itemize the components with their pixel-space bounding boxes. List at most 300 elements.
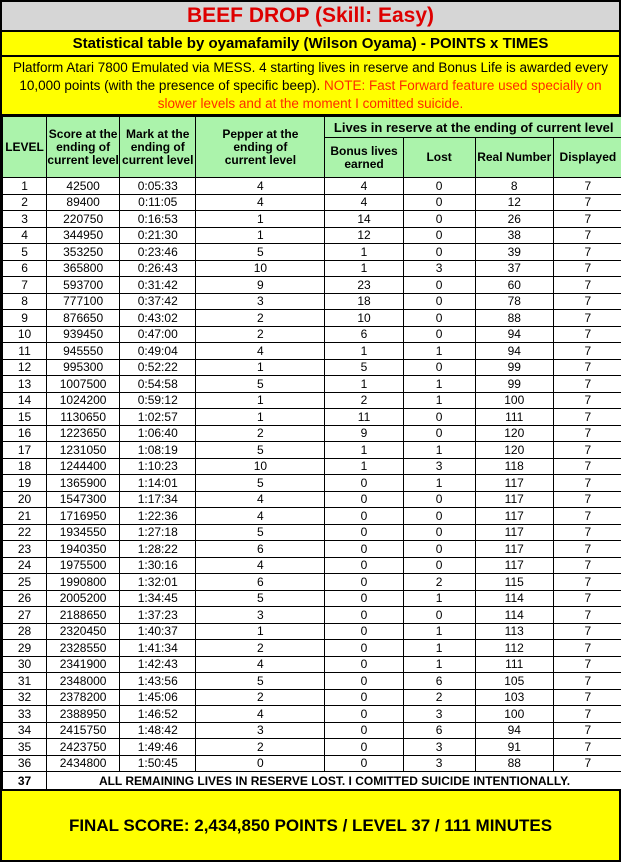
table-row — [3, 557, 621, 574]
cell-mark: 1:46:52 — [120, 706, 196, 723]
cell-level: 7 — [3, 277, 47, 294]
cell-bonus: 0 — [325, 557, 403, 574]
cell-mark: 0:49:04 — [120, 343, 196, 360]
cell-mark: 1:02:57 — [120, 409, 196, 426]
cell-real: 112 — [475, 640, 553, 657]
cell-lost: 2 — [403, 574, 475, 591]
cell-score: 353250 — [47, 244, 120, 261]
cell-displayed: 7 — [553, 607, 621, 624]
cell-bonus: 0 — [325, 722, 403, 739]
cell-mark: 0:16:53 — [120, 211, 196, 228]
cell-lost: 0 — [403, 541, 475, 558]
cell-level: 25 — [3, 574, 47, 591]
cell-mark: 1:37:23 — [120, 607, 196, 624]
cell-real: 39 — [475, 244, 553, 261]
table-foot — [3, 772, 621, 790]
cell-score: 593700 — [47, 277, 120, 294]
cell-pepper: 5 — [196, 524, 325, 541]
cell-mark: 1:45:06 — [120, 689, 196, 706]
cell-pepper: 10 — [196, 458, 325, 475]
cell-level: 9 — [3, 310, 47, 327]
cell-lost: 0 — [403, 491, 475, 508]
cell-bonus: 10 — [325, 310, 403, 327]
table-row — [3, 475, 621, 492]
cell-pepper: 2 — [196, 425, 325, 442]
cell-real: 88 — [475, 755, 553, 772]
cell-real: 117 — [475, 524, 553, 541]
table-row — [3, 277, 621, 294]
cell-level: 27 — [3, 607, 47, 624]
cell-lost: 1 — [403, 343, 475, 360]
table-row — [3, 244, 621, 261]
cell-real: 99 — [475, 359, 553, 376]
cell-mark: 1:08:19 — [120, 442, 196, 459]
header-lost: Lost — [403, 138, 475, 178]
cell-displayed: 7 — [553, 260, 621, 277]
cell-pepper: 1 — [196, 392, 325, 409]
cell-bonus: 1 — [325, 244, 403, 261]
header-displayed: Displayed — [553, 138, 621, 178]
cell-mark: 1:40:37 — [120, 623, 196, 640]
cell-lost: 1 — [403, 590, 475, 607]
cell-bonus: 2 — [325, 392, 403, 409]
cell-mark: 0:52:22 — [120, 359, 196, 376]
cell-level: 24 — [3, 557, 47, 574]
cell-pepper: 1 — [196, 409, 325, 426]
cell-level: 31 — [3, 673, 47, 690]
cell-displayed: 7 — [553, 557, 621, 574]
cell-bonus: 12 — [325, 227, 403, 244]
cell-pepper: 3 — [196, 293, 325, 310]
cell-score: 42500 — [47, 178, 120, 195]
table-row — [3, 640, 621, 657]
cell-score: 1934550 — [47, 524, 120, 541]
cell-real: 120 — [475, 442, 553, 459]
cell-lost: 1 — [403, 475, 475, 492]
cell-real: 111 — [475, 409, 553, 426]
header-level: LEVEL — [3, 117, 47, 178]
cell-displayed: 7 — [553, 244, 621, 261]
cell-lost: 1 — [403, 623, 475, 640]
cell-bonus: 0 — [325, 524, 403, 541]
table-row — [3, 623, 621, 640]
cell-pepper: 1 — [196, 211, 325, 228]
cell-bonus: 0 — [325, 689, 403, 706]
cell-mark: 1:48:42 — [120, 722, 196, 739]
cell-displayed: 7 — [553, 541, 621, 558]
cell-level: 20 — [3, 491, 47, 508]
cell-bonus: 1 — [325, 260, 403, 277]
cell-bonus: 0 — [325, 574, 403, 591]
cell-lost: 3 — [403, 739, 475, 756]
cell-pepper: 4 — [196, 491, 325, 508]
description-text: Platform Atari 7800 Emulated via MESS. 4 starting lives in reserve and Bonus Life is awarded every 10,000 points (with the presence of specific beep). — [12, 60, 609, 93]
cell-bonus: 0 — [325, 623, 403, 640]
cell-mark: 0:23:46 — [120, 244, 196, 261]
cell-level: 14 — [3, 392, 47, 409]
cell-real: 94 — [475, 326, 553, 343]
cell-score: 1716950 — [47, 508, 120, 525]
cell-displayed: 7 — [553, 211, 621, 228]
cell-level: 13 — [3, 376, 47, 393]
cell-score: 1244400 — [47, 458, 120, 475]
cell-pepper: 5 — [196, 376, 325, 393]
cell-real: 115 — [475, 574, 553, 591]
cell-mark: 0:37:42 — [120, 293, 196, 310]
cell-lost: 3 — [403, 260, 475, 277]
cell-bonus: 0 — [325, 739, 403, 756]
cell-displayed: 7 — [553, 293, 621, 310]
cell-score: 777100 — [47, 293, 120, 310]
cell-score: 89400 — [47, 194, 120, 211]
cell-real: 88 — [475, 310, 553, 327]
cell-pepper: 5 — [196, 673, 325, 690]
cell-bonus: 1 — [325, 442, 403, 459]
page-title: BEEF DROP (Skill: Easy) — [2, 2, 619, 32]
cell-lost: 0 — [403, 227, 475, 244]
table-row — [3, 590, 621, 607]
cell-score: 1024200 — [47, 392, 120, 409]
cell-score: 1940350 — [47, 541, 120, 558]
cell-mark: 1:30:16 — [120, 557, 196, 574]
cell-real: 114 — [475, 607, 553, 624]
cell-displayed: 7 — [553, 590, 621, 607]
suicide-note: ALL REMAINING LIVES IN RESERVE LOST. I COMITTED SUICIDE INTENTIONALLY. — [47, 772, 621, 790]
table-row — [3, 755, 621, 772]
cell-score: 1365900 — [47, 475, 120, 492]
cell-real: 114 — [475, 590, 553, 607]
cell-level: 34 — [3, 722, 47, 739]
cell-bonus: 0 — [325, 706, 403, 723]
table-row — [3, 673, 621, 690]
cell-pepper: 4 — [196, 343, 325, 360]
cell-level: 30 — [3, 656, 47, 673]
cell-pepper: 2 — [196, 640, 325, 657]
cell-level: 33 — [3, 706, 47, 723]
cell-score: 945550 — [47, 343, 120, 360]
cell-displayed: 7 — [553, 310, 621, 327]
cell-lost: 0 — [403, 425, 475, 442]
cell-displayed: 7 — [553, 508, 621, 525]
cell-pepper: 2 — [196, 326, 325, 343]
cell-real: 117 — [475, 475, 553, 492]
cell-bonus: 1 — [325, 458, 403, 475]
cell-lost: 0 — [403, 178, 475, 195]
table-row — [3, 211, 621, 228]
table-row — [3, 227, 621, 244]
description — [2, 57, 619, 116]
cell-mark: 1:34:45 — [120, 590, 196, 607]
cell-lost: 0 — [403, 359, 475, 376]
cell-lost: 2 — [403, 689, 475, 706]
cell-score: 995300 — [47, 359, 120, 376]
cell-displayed: 7 — [553, 392, 621, 409]
cell-displayed: 7 — [553, 277, 621, 294]
cell-displayed: 7 — [553, 491, 621, 508]
cell-displayed: 7 — [553, 442, 621, 459]
cell-lost: 0 — [403, 244, 475, 261]
table-row — [3, 260, 621, 277]
cell-real: 117 — [475, 557, 553, 574]
cell-lost: 0 — [403, 211, 475, 228]
cell-bonus: 18 — [325, 293, 403, 310]
cell-level: 11 — [3, 343, 47, 360]
cell-displayed: 7 — [553, 673, 621, 690]
cell-real: 37 — [475, 260, 553, 277]
cell-pepper: 2 — [196, 739, 325, 756]
cell-pepper: 0 — [196, 755, 325, 772]
header-lives-group: Lives in reserve at the ending of current level — [325, 117, 621, 138]
cell-pepper: 1 — [196, 623, 325, 640]
cell-score: 220750 — [47, 211, 120, 228]
cell-displayed: 7 — [553, 376, 621, 393]
cell-level: 12 — [3, 359, 47, 376]
cell-mark: 0:11:05 — [120, 194, 196, 211]
cell-pepper: 10 — [196, 260, 325, 277]
table-row — [3, 392, 621, 409]
cell-real: 111 — [475, 656, 553, 673]
cell-level: 17 — [3, 442, 47, 459]
cell-level: 6 — [3, 260, 47, 277]
table-row — [3, 656, 621, 673]
cell-pepper: 2 — [196, 310, 325, 327]
cell-real: 117 — [475, 541, 553, 558]
cell-pepper: 3 — [196, 607, 325, 624]
cell-lost: 0 — [403, 607, 475, 624]
cell-score: 1975500 — [47, 557, 120, 574]
table-row — [3, 425, 621, 442]
cell-level: 32 — [3, 689, 47, 706]
cell-pepper: 4 — [196, 706, 325, 723]
cell-level: 5 — [3, 244, 47, 261]
cell-mark: 1:41:34 — [120, 640, 196, 657]
cell-mark: 0:47:00 — [120, 326, 196, 343]
cell-bonus: 0 — [325, 673, 403, 690]
cell-mark: 1:27:18 — [120, 524, 196, 541]
table-row — [3, 326, 621, 343]
cell-lost: 0 — [403, 194, 475, 211]
cell-score: 365800 — [47, 260, 120, 277]
cell-real: 113 — [475, 623, 553, 640]
cell-mark: 0:26:43 — [120, 260, 196, 277]
cell-bonus: 6 — [325, 326, 403, 343]
cell-displayed: 7 — [553, 227, 621, 244]
cell-lost: 3 — [403, 458, 475, 475]
cell-displayed: 7 — [553, 458, 621, 475]
cell-bonus: 0 — [325, 656, 403, 673]
cell-bonus: 0 — [325, 640, 403, 657]
cell-lost: 3 — [403, 755, 475, 772]
cell-mark: 1:32:01 — [120, 574, 196, 591]
header-score: Score at the ending of current level — [47, 117, 120, 178]
cell-pepper: 5 — [196, 590, 325, 607]
cell-level: 4 — [3, 227, 47, 244]
cell-bonus: 1 — [325, 376, 403, 393]
cell-level: 18 — [3, 458, 47, 475]
table-row — [3, 409, 621, 426]
cell-score: 939450 — [47, 326, 120, 343]
page-subtitle: Statistical table by oyamafamily (Wilson Oyama) - POINTS x TIMES — [2, 32, 619, 57]
cell-lost: 0 — [403, 277, 475, 294]
cell-real: 91 — [475, 739, 553, 756]
cell-level: 19 — [3, 475, 47, 492]
cell-mark: 1:43:56 — [120, 673, 196, 690]
cell-level: 29 — [3, 640, 47, 657]
cell-displayed: 7 — [553, 722, 621, 739]
cell-level: 1 — [3, 178, 47, 195]
cell-level: 26 — [3, 590, 47, 607]
cell-score: 344950 — [47, 227, 120, 244]
cell-bonus: 11 — [325, 409, 403, 426]
cell-displayed: 7 — [553, 475, 621, 492]
table-row — [3, 194, 621, 211]
cell-level: 36 — [3, 755, 47, 772]
cell-level: 8 — [3, 293, 47, 310]
cell-bonus: 0 — [325, 755, 403, 772]
cell-bonus: 0 — [325, 491, 403, 508]
cell-score: 2188650 — [47, 607, 120, 624]
table-row — [3, 491, 621, 508]
cell-level: 10 — [3, 326, 47, 343]
cell-bonus: 0 — [325, 508, 403, 525]
cell-displayed: 7 — [553, 739, 621, 756]
cell-displayed: 7 — [553, 409, 621, 426]
cell-pepper: 4 — [196, 508, 325, 525]
cell-real: 120 — [475, 425, 553, 442]
table-row — [3, 458, 621, 475]
cell-score: 876650 — [47, 310, 120, 327]
table-row — [3, 359, 621, 376]
cell-mark: 1:49:46 — [120, 739, 196, 756]
table-row — [3, 706, 621, 723]
cell-real: 100 — [475, 392, 553, 409]
cell-real: 78 — [475, 293, 553, 310]
header-mark: Mark at the ending of current level — [120, 117, 196, 178]
table-row — [3, 739, 621, 756]
cell-displayed: 7 — [553, 640, 621, 657]
cell-mark: 0:05:33 — [120, 178, 196, 195]
table-row — [3, 607, 621, 624]
table-row — [3, 508, 621, 525]
cell-displayed: 7 — [553, 689, 621, 706]
cell-lost: 0 — [403, 293, 475, 310]
cell-displayed: 7 — [553, 706, 621, 723]
cell-mark: 0:54:58 — [120, 376, 196, 393]
cell-pepper: 3 — [196, 722, 325, 739]
cell-displayed: 7 — [553, 194, 621, 211]
cell-displayed: 7 — [553, 524, 621, 541]
cell-bonus: 0 — [325, 607, 403, 624]
suicide-row — [3, 772, 621, 790]
final-score: FINAL SCORE: 2,434,850 POINTS / LEVEL 37 / 111 MINUTES — [2, 790, 619, 860]
cell-bonus: 5 — [325, 359, 403, 376]
cell-mark: 1:14:01 — [120, 475, 196, 492]
cell-level: 3 — [3, 211, 47, 228]
table-row — [3, 178, 621, 195]
table-row — [3, 376, 621, 393]
cell-lost: 1 — [403, 392, 475, 409]
cell-real: 26 — [475, 211, 553, 228]
cell-real: 12 — [475, 194, 553, 211]
cell-mark: 1:42:43 — [120, 656, 196, 673]
cell-level: 2 — [3, 194, 47, 211]
cell-bonus: 0 — [325, 541, 403, 558]
header-bonus-lives: Bonus lives earned — [325, 138, 403, 178]
cell-lost: 6 — [403, 673, 475, 690]
cell-bonus: 14 — [325, 211, 403, 228]
cell-score: 2005200 — [47, 590, 120, 607]
table-row — [3, 442, 621, 459]
cell-bonus: 9 — [325, 425, 403, 442]
cell-score: 2434800 — [47, 755, 120, 772]
cell-score: 1007500 — [47, 376, 120, 393]
cell-lost: 0 — [403, 524, 475, 541]
cell-mark: 0:31:42 — [120, 277, 196, 294]
cell-level: 21 — [3, 508, 47, 525]
cell-score: 1223650 — [47, 425, 120, 442]
cell-level: 16 — [3, 425, 47, 442]
cell-displayed: 7 — [553, 755, 621, 772]
cell-level: 28 — [3, 623, 47, 640]
description-note: NOTE: Fast Forward feature used specially on slower levels and at the moment I comitted suicide. — [157, 78, 602, 111]
cell-pepper: 4 — [196, 557, 325, 574]
cell-pepper: 5 — [196, 442, 325, 459]
cell-score: 2378200 — [47, 689, 120, 706]
table-row — [3, 310, 621, 327]
cell-mark: 0:21:30 — [120, 227, 196, 244]
cell-lost: 0 — [403, 310, 475, 327]
cell-displayed: 7 — [553, 656, 621, 673]
table-row — [3, 293, 621, 310]
cell-mark: 1:10:23 — [120, 458, 196, 475]
table-body — [3, 178, 621, 772]
cell-real: 38 — [475, 227, 553, 244]
cell-lost: 3 — [403, 706, 475, 723]
stats-table — [2, 116, 621, 790]
cell-pepper: 4 — [196, 194, 325, 211]
cell-score: 1130650 — [47, 409, 120, 426]
cell-bonus: 0 — [325, 475, 403, 492]
table-row — [3, 541, 621, 558]
table-row — [3, 524, 621, 541]
cell-real: 8 — [475, 178, 553, 195]
cell-real: 60 — [475, 277, 553, 294]
cell-bonus: 23 — [325, 277, 403, 294]
cell-score: 1231050 — [47, 442, 120, 459]
cell-lost: 1 — [403, 640, 475, 657]
cell-displayed: 7 — [553, 359, 621, 376]
cell-real: 117 — [475, 508, 553, 525]
cell-real: 100 — [475, 706, 553, 723]
cell-real: 103 — [475, 689, 553, 706]
cell-real: 118 — [475, 458, 553, 475]
cell-displayed: 7 — [553, 425, 621, 442]
cell-bonus: 4 — [325, 194, 403, 211]
cell-score: 2320450 — [47, 623, 120, 640]
cell-score: 2423750 — [47, 739, 120, 756]
cell-level: 35 — [3, 739, 47, 756]
cell-lost: 0 — [403, 326, 475, 343]
cell-pepper: 6 — [196, 541, 325, 558]
header-real-number: Real Number — [475, 138, 553, 178]
cell-displayed: 7 — [553, 326, 621, 343]
cell-level: 23 — [3, 541, 47, 558]
cell-pepper: 1 — [196, 359, 325, 376]
cell-lost: 0 — [403, 557, 475, 574]
cell-score: 1547300 — [47, 491, 120, 508]
cell-bonus: 4 — [325, 178, 403, 195]
cell-real: 94 — [475, 722, 553, 739]
